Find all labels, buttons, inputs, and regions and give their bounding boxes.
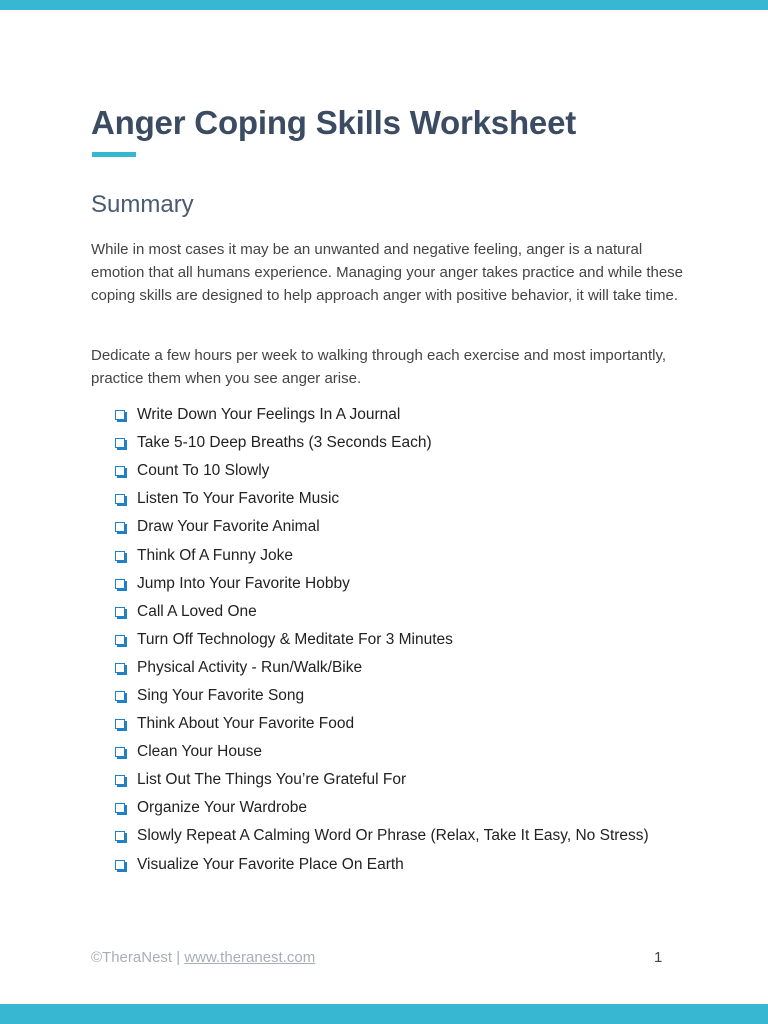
checklist-item[interactable]	[115, 401, 649, 429]
checklist-item-label: List Out The Things You’re Grateful For	[137, 771, 407, 789]
checklist-item[interactable]	[115, 794, 649, 822]
checklist-item[interactable]	[115, 851, 649, 879]
checkbox-icon[interactable]	[115, 719, 125, 729]
checklist-item[interactable]	[115, 766, 649, 794]
checklist-item[interactable]	[115, 541, 649, 569]
checklist-item[interactable]	[115, 513, 649, 541]
coping-skills-checklist	[115, 401, 649, 879]
checkbox-icon[interactable]	[115, 438, 125, 448]
checklist-item-label: Sing Your Favorite Song	[137, 686, 305, 704]
page-title: Anger Coping Skills Worksheet	[91, 104, 577, 141]
footer-website-link[interactable]: www.theranest.com	[184, 949, 316, 966]
checkbox-icon[interactable]	[115, 691, 125, 701]
checkbox-icon[interactable]	[115, 410, 125, 420]
footer-copyright: ©TheraNest	[91, 949, 173, 966]
footer	[91, 949, 315, 966]
checkbox-icon[interactable]	[115, 860, 125, 870]
checklist-item[interactable]	[115, 682, 649, 710]
checklist-item-label: Turn Off Technology & Meditate For 3 Minutes	[137, 630, 453, 648]
footer-separator: |	[176, 949, 181, 966]
checkbox-icon[interactable]	[115, 747, 125, 757]
checklist-item[interactable]	[115, 485, 649, 513]
checklist-item[interactable]	[115, 598, 649, 626]
checkbox-icon[interactable]	[115, 663, 125, 673]
checklist-item-label: Slowly Repeat A Calming Word Or Phrase (Relax, Take It Easy, No Stress)	[137, 827, 649, 845]
top-accent-bar	[0, 0, 768, 10]
checklist-item[interactable]	[115, 654, 649, 682]
checkbox-icon[interactable]	[115, 494, 125, 504]
checklist-item-label: Call A Loved One	[137, 602, 257, 620]
checklist-item-label: Think About Your Favorite Food	[137, 715, 355, 733]
summary-paragraph-2: Dedicate a few hours per week to walking through each exercise and most importantly, practice them when you see anger arise.	[91, 347, 667, 387]
checkbox-icon[interactable]	[115, 522, 125, 532]
checklist-item-label: Take 5-10 Deep Breaths (3 Seconds Each)	[137, 434, 432, 452]
checkbox-icon[interactable]	[115, 831, 125, 841]
checkbox-icon[interactable]	[115, 635, 125, 645]
checklist-item[interactable]	[115, 626, 649, 654]
checklist-item[interactable]	[115, 457, 649, 485]
checklist-item-label: Think Of A Funny Joke	[137, 546, 293, 564]
checklist-item-label: Organize Your Wardrobe	[137, 799, 308, 817]
summary-paragraph-1: While in most cases it may be an unwanted and negative feeling, anger is a natural emotion that all humans experience. Managing your anger takes practice and while these coping skills are designed to help approach anger with positive behavior, it will take time.	[91, 241, 684, 304]
checkbox-icon[interactable]	[115, 607, 125, 617]
checklist-item[interactable]	[115, 429, 649, 457]
checklist-item-label: Draw Your Favorite Animal	[137, 518, 320, 536]
checkbox-icon[interactable]	[115, 579, 125, 589]
section-heading-summary: Summary	[91, 191, 194, 218]
checklist-item-label: Count To 10 Slowly	[137, 462, 270, 480]
checklist-item-label: Clean Your House	[137, 743, 262, 761]
checklist-item[interactable]	[115, 570, 649, 598]
checklist-item-label: Listen To Your Favorite Music	[137, 490, 340, 508]
page-number: 1	[654, 949, 663, 966]
checklist-item[interactable]	[115, 738, 649, 766]
checklist-item-label: Visualize Your Favorite Place On Earth	[137, 855, 404, 873]
checklist-item[interactable]	[115, 822, 649, 850]
checkbox-icon[interactable]	[115, 466, 125, 476]
checkbox-icon[interactable]	[115, 803, 125, 813]
checklist-item-label: Physical Activity - Run/Walk/Bike	[137, 658, 363, 676]
checklist-item-label: Jump Into Your Favorite Hobby	[137, 574, 350, 592]
checkbox-icon[interactable]	[115, 551, 125, 561]
bottom-accent-bar	[0, 1004, 768, 1024]
checklist-item[interactable]	[115, 710, 649, 738]
checkbox-icon[interactable]	[115, 775, 125, 785]
checklist-item-label: Write Down Your Feelings In A Journal	[137, 406, 401, 424]
title-underline	[92, 152, 136, 157]
